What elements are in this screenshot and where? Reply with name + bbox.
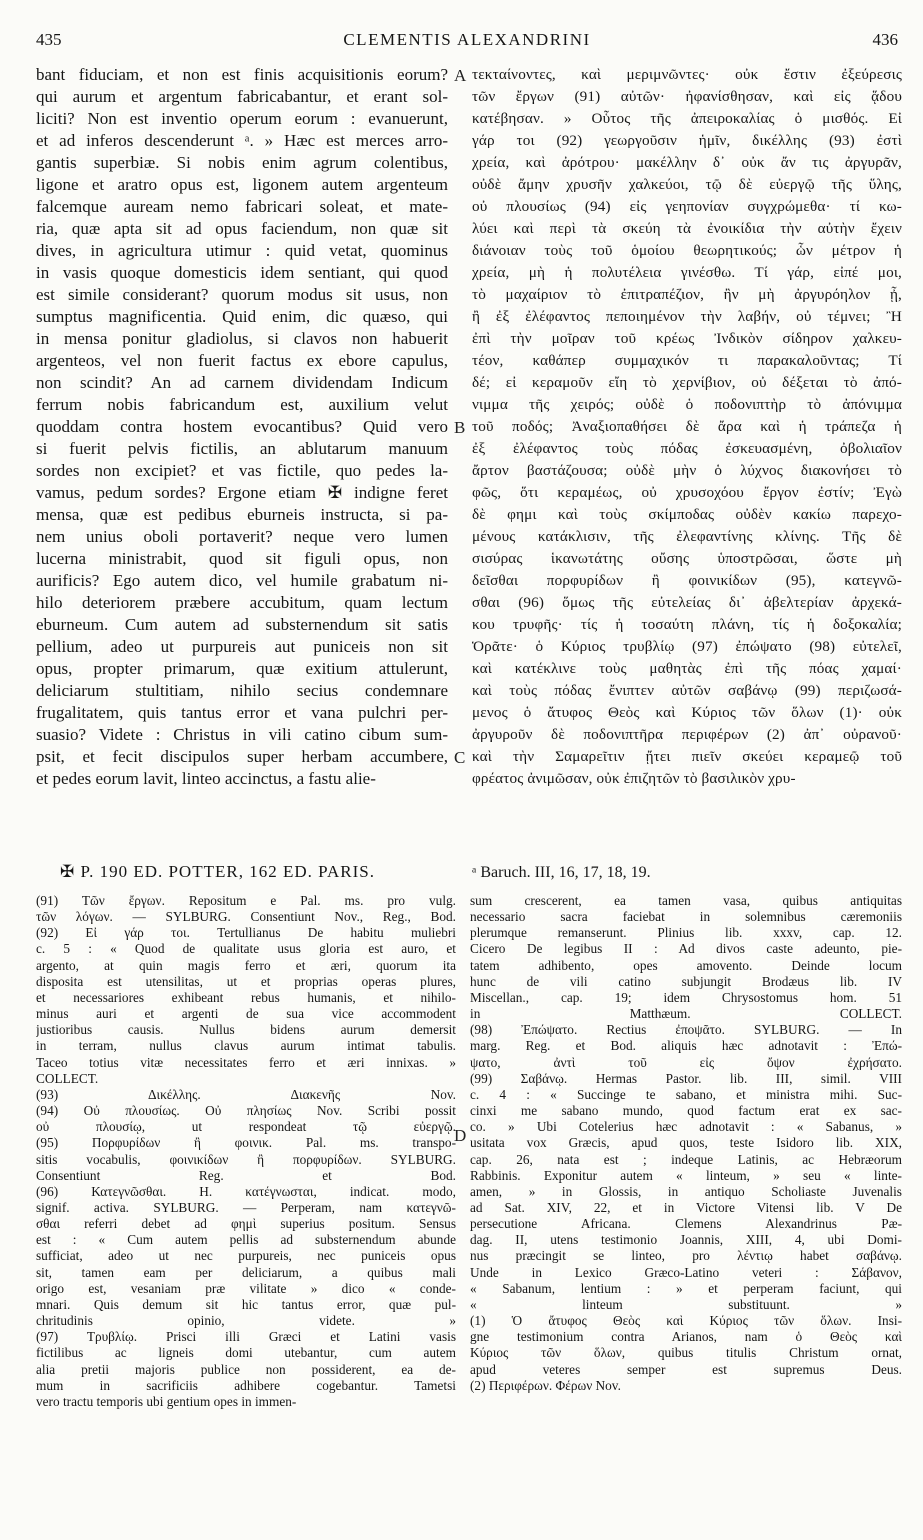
note-line: (2) Περιφέρων. Φέρων Nov.	[470, 1377, 621, 1393]
greek-text-line: κου τρυφῆς· τίς ἡ τοσαύτη πλάνη, τίς ἡ δοξοκαλία;	[472, 616, 902, 633]
greek-text-line: δέ; εἰ κεραμοῦν εἴη τὸ χερνίβιον, οὐ δέξεται τὸ ἀπό-	[472, 374, 902, 391]
greek-text-line: διάνοιαν τοὺς τοῦ ὁμοίου θεωρητικούς; ὧν μέτρον ἡ	[472, 242, 902, 259]
note-line: signif. activa. SYLBURG. — Perperam, nam κατεγνῶ-	[36, 1199, 456, 1215]
note-line: σθαι referri debet ad φημὶ superius positum. Sensus	[36, 1216, 456, 1232]
greek-text-line: γάρ τοι (92) γεωργοῦσιν ἡμῖν, δικέλλης (93) ἐστὶ	[472, 132, 902, 149]
note-line: justioribus causis. Nullus bidens aurum demersit	[36, 1022, 456, 1038]
greek-text-line: δὲ φημι καὶ τοὺς σκίμποδας οὐδὲν κακίω παρεχο-	[472, 506, 902, 523]
note-line: argento, at quin magis ferro et æri, quorum ita	[36, 957, 456, 973]
note-line: necessario sacra faciebat in solemnibus cæremoniis	[470, 909, 902, 925]
greek-text-line: καὶ τὴν Σαμαρεῖτιν ᾔτει πιεῖν σκεύει κεραμεῷ τοῦ	[472, 748, 902, 765]
latin-text-line: hilo deteriorem præbere accubitum, quam lectum	[36, 593, 448, 612]
greek-text-line: χρεία, καὶ ἀρότρου· μακέλλην δ᾽ οὐκ ἄν τις ἀργυρᾶν,	[472, 154, 902, 171]
latin-text-column	[36, 64, 448, 790]
latin-text-line: ligone et aratro opus est, ligonem autem argenteum	[36, 175, 448, 194]
greek-text-line: καὶ κατέκλινε τοὺς μαθητὰς ἐπὶ τῆς πόας χαμαί·	[472, 660, 902, 677]
greek-text-line: ἢ ἐξ ἐλέφαντος πεποιημένον τὴν λαβήν, οὐ τέμνει; Ἢ	[472, 308, 902, 325]
note-line: COLLECT.	[36, 1070, 99, 1086]
page-number-left: 435	[36, 30, 62, 49]
note-line: ad Sat. XIV, 22, et in Victore Vitensi lib. V De	[470, 1199, 902, 1215]
note-line: ψατο, ἀντὶ τοῦ εἰς ὄψον ἐχρήσατο.	[470, 1054, 902, 1070]
edition-reference: ✠ P. 190 ED. POTTER, 162 ED. PARIS.	[60, 862, 375, 881]
note-line: dag. II, utens testimonio Joannis, XIII, 4, ubi Domi-	[470, 1232, 902, 1248]
greek-text-line: ἄρτον βαστάζουσα; οὐδὲ μὴν ὁ λύχνος διακονήσει τὸ	[472, 462, 902, 479]
note-line: alia pretii majoris publice non possiderent, ea de-	[36, 1361, 456, 1377]
note-line: fictilibus ac ligneis domi utebantur, cum autem	[36, 1345, 456, 1361]
greek-text-line: δεῖσθαι πορφυρίδων ἢ φοινικίδων (95), κατεγνῶ-	[472, 572, 902, 589]
note-line: c. 5 : « Quod de qualitate usus gloria est auro, et	[36, 941, 456, 957]
latin-text-line: dives, in agricultura utimur : quid vetat, quominus	[36, 241, 448, 260]
greek-text-line: φῶς, ὅτι κεραμέως, οὐ χρυσοχόου ἔργον ἐστίν; Ἐγὼ	[472, 484, 902, 501]
note-line: gne testimonium contra Arianos, nam ὁ Θεὸς καὶ	[470, 1329, 902, 1345]
note-line: nus præcingit se linteo, pro λέντιῳ habet σαβάνῳ.	[470, 1248, 902, 1264]
note-line: marg. Reg. et Bod. aliquis hæc adnotavit : Ἐπώ-	[470, 1038, 902, 1054]
note-line: mnari. Quis demum sit hic tantus error, quæ pul-	[36, 1296, 456, 1312]
greek-text-line: μενος ὁ ἄτυφος Θεὸς καὶ Κύριος τῶν ὅλων (1)· οὐκ	[472, 704, 902, 721]
greek-text-line: οὐ πλουσίως (94) εἰς γεηπονίαν συγχρώμεθα· τί κω-	[472, 198, 902, 215]
greek-text-line: σθαι (96) ὅμως τῆς εὐτελείας δι᾽ ἀβελτερίαν ἀρχεκά-	[472, 594, 902, 611]
note-line: est : « Cum autem pellis ad substernendum abunde	[36, 1232, 456, 1248]
latin-text-line: ria, quæ apta sit ad opus faciendum, non quæ sit	[36, 219, 448, 238]
greek-text-line: τὸ μαχαίριον τὸ ἐπιτραπέζιον, ἢν μὴ ἀργυρόηλον ᾖ,	[472, 286, 902, 303]
greek-text-line: τεκταίνοντες, καὶ μεριμνῶντες· οὐκ ἔστιν ἐξεύρεσις	[472, 66, 902, 83]
note-line: (98) Ἐπώψατο. Rectius ἐποψᾶτο. SYLBURG. — In	[470, 1022, 902, 1038]
note-line: mum in sacrificiis adhibere cogebantur. Tametsi	[36, 1377, 456, 1393]
latin-text-line: falcemque auream nemo fabricari soleat, et mate-	[36, 197, 448, 216]
latin-text-line: si fuerit pelvis fictilis, an ablutarum manuum	[36, 439, 448, 458]
greek-text-line: τῶν ἔργων (91) αὐτῶν· ἠφανίσθησαν, καὶ εἰς ᾅδου	[472, 88, 902, 105]
latin-text-line: ferrum nobis fabricandum est, auxilium velut	[36, 395, 448, 414]
greek-text-line: λύει καὶ περὶ τὰ σκεύη τὰ ἐνοικίδια τὴν αὐτὴν ἔχειν	[472, 220, 902, 237]
latin-text-line: frugalitatem, quis tantus error et vana pulchri per-	[36, 703, 448, 722]
latin-text-line: mensa, quæ est pedibus eburneis instructa, si pa-	[36, 505, 448, 524]
note-line: et necessariores exhibeant rebus humanis, et nihilo-	[36, 989, 456, 1005]
latin-text-line: gantis superbiæ. Si nobis enim agrum colentibus,	[36, 153, 448, 172]
greek-text-line: φρέατος ἀνιμῶσαν, οὐκ ἐπιζητῶν τὸ βασιλικὸν χρυ-	[472, 770, 796, 787]
latin-text-line: in mensa ponitur gladiolus, si clavos non habuerit	[36, 329, 448, 348]
latin-text-line: deliciarum stultitiam, nihilo secius condemnare	[36, 681, 448, 700]
running-title: CLEMENTIS ALEXANDRINI	[343, 30, 591, 49]
greek-text-line: ἐξ ἐλέφαντος τοὺς πόδας ἐσκευασμένη, ὀβολιαῖον	[472, 440, 902, 457]
page-number-right: 436	[872, 30, 898, 49]
notes-right-column	[470, 893, 902, 1394]
note-line: Κύριος τῶν ὅλων, quibus titulis Christum ornat,	[470, 1345, 902, 1361]
note-line: Miscellan., cap. 19; idem Chrysostomus hom. 51	[470, 989, 902, 1005]
note-line: usitata vox Græcis, apud quos, teste Isidoro lib. XIX,	[470, 1135, 902, 1151]
latin-text-line: psit, et fecit discipulos super herbam accumbere,	[36, 747, 448, 766]
note-line: in Matthæum. COLLECT.	[470, 1006, 902, 1022]
note-line: sitis vocabulis, φοινικίδων ἢ πορφυρίδων. SYLBURG.	[36, 1151, 456, 1167]
greek-text-line: Ὁρᾶτε· ὁ Κύριος τρυβλίῳ (97) ἐπώψατο (98) εὐτελεῖ,	[472, 638, 902, 655]
note-line: (91) Τῶν ἔργων. Repositum e Pal. ms. pro vulg.	[36, 893, 456, 908]
greek-text-line: νιμμα τῆς χειρός; οὐδὲ ὁ ποδονιπτὴρ τὸ ἀπόνιμμα	[472, 396, 902, 413]
latin-text-line: sumptus magnificentia. Quid enim, dic quæso, qui	[36, 307, 448, 326]
note-line: plerumque remanserunt. Plinius lib. xxxv, cap. 12.	[470, 925, 902, 941]
latin-text-line: sordes non excipiet? et vas fictile, quo pedes la-	[36, 461, 448, 480]
greek-text-line: οὐδὲ ἄμην χρυσῆν χαλκεύοι, τῷ δὲ εὐεργῷ τῆς ὕλης,	[472, 176, 902, 193]
latin-text-line: quoddam contra hostem evocantibus? Quid vero	[36, 417, 448, 436]
greek-text-line: τέον, καθάπερ συμμαχικόν τι παρακαλοῦντας; Τί	[472, 352, 902, 369]
latin-text-line: eburneum. Cum autem ad substernendum sit satis	[36, 615, 448, 634]
note-line: Consentiunt Reg. et Bod.	[36, 1167, 456, 1183]
note-line: disposita est utensilitas, ut et proprias operas plures,	[36, 973, 456, 989]
note-line: sufficiat, adeo ut nec purpureis, nec puniceis opus	[36, 1248, 456, 1264]
note-line: « Sabanum, lentium : » et perperam faciunt, qui	[470, 1280, 902, 1296]
note-line: co. » Ubi Cotelerius hæc adnotavit : « Sabanus, »	[470, 1119, 902, 1135]
note-line: sit, tamen eam per deliciarum, a quibus mali	[36, 1264, 456, 1280]
greek-text-line: ἐπὶ τὴν μοῖραν τοῦ κρέως Ἰνδικὸν σίδηρον χαλκευ-	[472, 330, 902, 347]
greek-text-line: κατέβησαν. » Οὗτος τῆς ἀπειροκαλίας ὁ μισθός. Εἰ	[472, 110, 902, 127]
note-line: vero tractu temporis ubi gentium opes in immen-	[36, 1393, 297, 1409]
margin-marker-c: C	[454, 748, 466, 767]
latin-text-line: opus, propter primarum, quæ exitium attulerunt,	[36, 659, 448, 678]
note-line: (99) Σαβάνῳ. Hermas Pastor. lib. III, simil. VIII	[470, 1070, 902, 1086]
note-line: cinxi me sabano mundo, quod factum erat ex sac-	[470, 1103, 902, 1119]
note-line: (94) Οὐ πλουσίως. Οὐ πλησίως Nov. Scribi possit	[36, 1103, 456, 1119]
note-line: persecutione Africana. Clemens Alexandrinus Pæ-	[470, 1216, 902, 1232]
scripture-footnote: ᵃ Baruch. III, 16, 17, 18, 19.	[472, 864, 651, 881]
latin-text-line: in vasis quoque domesticis idem sentiant, qui quod	[36, 263, 448, 282]
margin-marker-a: A	[454, 66, 467, 85]
latin-text-line: et pedes eorum lavit, linteo accinctus, a fastu alie-	[36, 769, 376, 788]
latin-text-line: est simile considerant? quorum modus sit usus, non	[36, 285, 448, 304]
latin-text-line: argenteos, vel non fuerit factus ex ebore capulus,	[36, 351, 448, 370]
note-line: τῶν λόγων. — SYLBURG. Consentiunt Nov., Reg., Bod.	[36, 909, 456, 925]
note-line: c. 4 : « Succinge te sabano, et ministra mihi. Suc-	[470, 1086, 902, 1102]
latin-text-line: aurificis? Ego autem dico, vel humile grabatum ni-	[36, 571, 448, 590]
note-line: « linteum substituunt. »	[470, 1296, 902, 1312]
greek-text-line: τοῦ ποδός; Ἀναξιοπαθήσει δὲ ἄρα καὶ ἡ τράπεζα ἡ	[472, 418, 902, 435]
greek-text-line: ἀργυροῦν δὲ ποδονιπτῆρα περιφέρων (2) ἀπ᾽ οὐρανοῦ·	[472, 726, 902, 743]
note-line: (95) Πορφυρίδων ἢ φοινικ. Pal. ms. transpo-	[36, 1135, 456, 1151]
note-line: in terram, nullus clavus aurum intimat tabulis.	[36, 1038, 456, 1054]
latin-text-line: bant fiduciam, et non est finis acquisitionis eorum?	[36, 65, 448, 84]
note-line: hunc de vili catino subjungit Brodæus lib. IV	[470, 973, 902, 989]
greek-text-line: καὶ τοὺς πόδας ἔνιπτεν αὐτῶν σαβάνῳ (99) περιζωσά-	[472, 682, 902, 699]
note-line: apud veteres semper est supremus Deus.	[470, 1361, 902, 1377]
note-line: (93) Δικέλλης. Διακενῆς Nov.	[36, 1086, 456, 1102]
latin-text-line: liciti? Non est inventio operum eorum : evanuerunt,	[36, 109, 448, 128]
latin-text-line: suasio? Videte : Christus in vili catino cibum sum-	[36, 725, 448, 744]
margin-marker-b: B	[454, 418, 466, 437]
latin-text-line: et ad inferos descenderunt ᵃ. » Hæc est merces arro-	[36, 131, 448, 150]
note-line: chritudinis opinio, videte. »	[36, 1313, 456, 1329]
latin-text-line: non scindit? An ad carnem dividendam Indicum	[36, 373, 448, 392]
greek-text-line: χρεία, μὴ ἡ πολυτέλεια γινέσθω. Τί γάρ, εἰπέ μοι,	[472, 264, 902, 281]
latin-text-line: pellium, adeo ut purpureis aut puniceis non sit	[36, 637, 448, 656]
note-line: Cicero De legibus II : Ad divos caste adeunto, pie-	[470, 941, 902, 957]
note-line: cap. 26, nata est ; indeque Latinis, ac Hebræorum	[470, 1151, 902, 1167]
greek-text-column	[472, 64, 902, 790]
note-line: (92) Εἰ γάρ τοι. Tertullianus De habitu muliebri	[36, 925, 456, 941]
latin-text-line: nem unius oboli portaverit? neque vero lumen	[36, 527, 448, 546]
latin-text-line: qui aurum et argentum fabricabantur, et erant sol-	[36, 87, 448, 106]
greek-text-line: μένους κατάκλισιν, τῆς ἐλεφαντίνης κλίνης. Τῆς δὲ	[472, 528, 902, 545]
note-line: οὐ πλουσίῳ, ut respondeat τῷ εὐεργῷ.	[36, 1119, 456, 1135]
note-line: (1) Ὁ ἄτυφος Θεὸς καὶ Κύριος τῶν ὅλων. Insi-	[470, 1313, 902, 1329]
note-line: Rabbinis. Exponitur autem « linteum, » seu « linte-	[470, 1167, 902, 1183]
note-line: Taceo totius vitæ necessitates ferro et æri innixas. »	[36, 1054, 456, 1070]
page-header	[36, 30, 898, 56]
note-line: tatem adhibento, opes amovento. Deinde locum	[470, 957, 902, 973]
note-line: (97) Τρυβλίῳ. Prisci illi Græci et Latini vasis	[36, 1329, 456, 1345]
note-line: origo est, vesaniam præ vilitate » dico « conde-	[36, 1280, 456, 1296]
note-line: minus auri et argenti de sua vice accommodent	[36, 1006, 456, 1022]
greek-text-line: σισύρας ἱκανωτάτης οὔσης ὑποστρῶσαι, ὥστε μὴ	[472, 550, 902, 567]
latin-text-line: vamus, pedum sordes? Ergone etiam ✠ indigne feret	[36, 483, 448, 502]
note-line: (96) Κατεγνῶσθαι. H. κατέγνωσται, indicat. modo,	[36, 1183, 456, 1199]
latin-text-line: lucerna ministrabit, quod sit figuli opus, non	[36, 549, 448, 568]
note-line: sum crescerent, ea tamen vasa, quibus antiquitas	[470, 893, 902, 908]
notes-left-column	[36, 893, 456, 1410]
margin-marker-d: D	[454, 1126, 467, 1145]
note-line: amen, » in Glossis, in antiquo Scholiaste Juvenalis	[470, 1183, 902, 1199]
note-line: Unde in Lexico Græco-Latino veteri : Σάβανον,	[470, 1264, 902, 1280]
